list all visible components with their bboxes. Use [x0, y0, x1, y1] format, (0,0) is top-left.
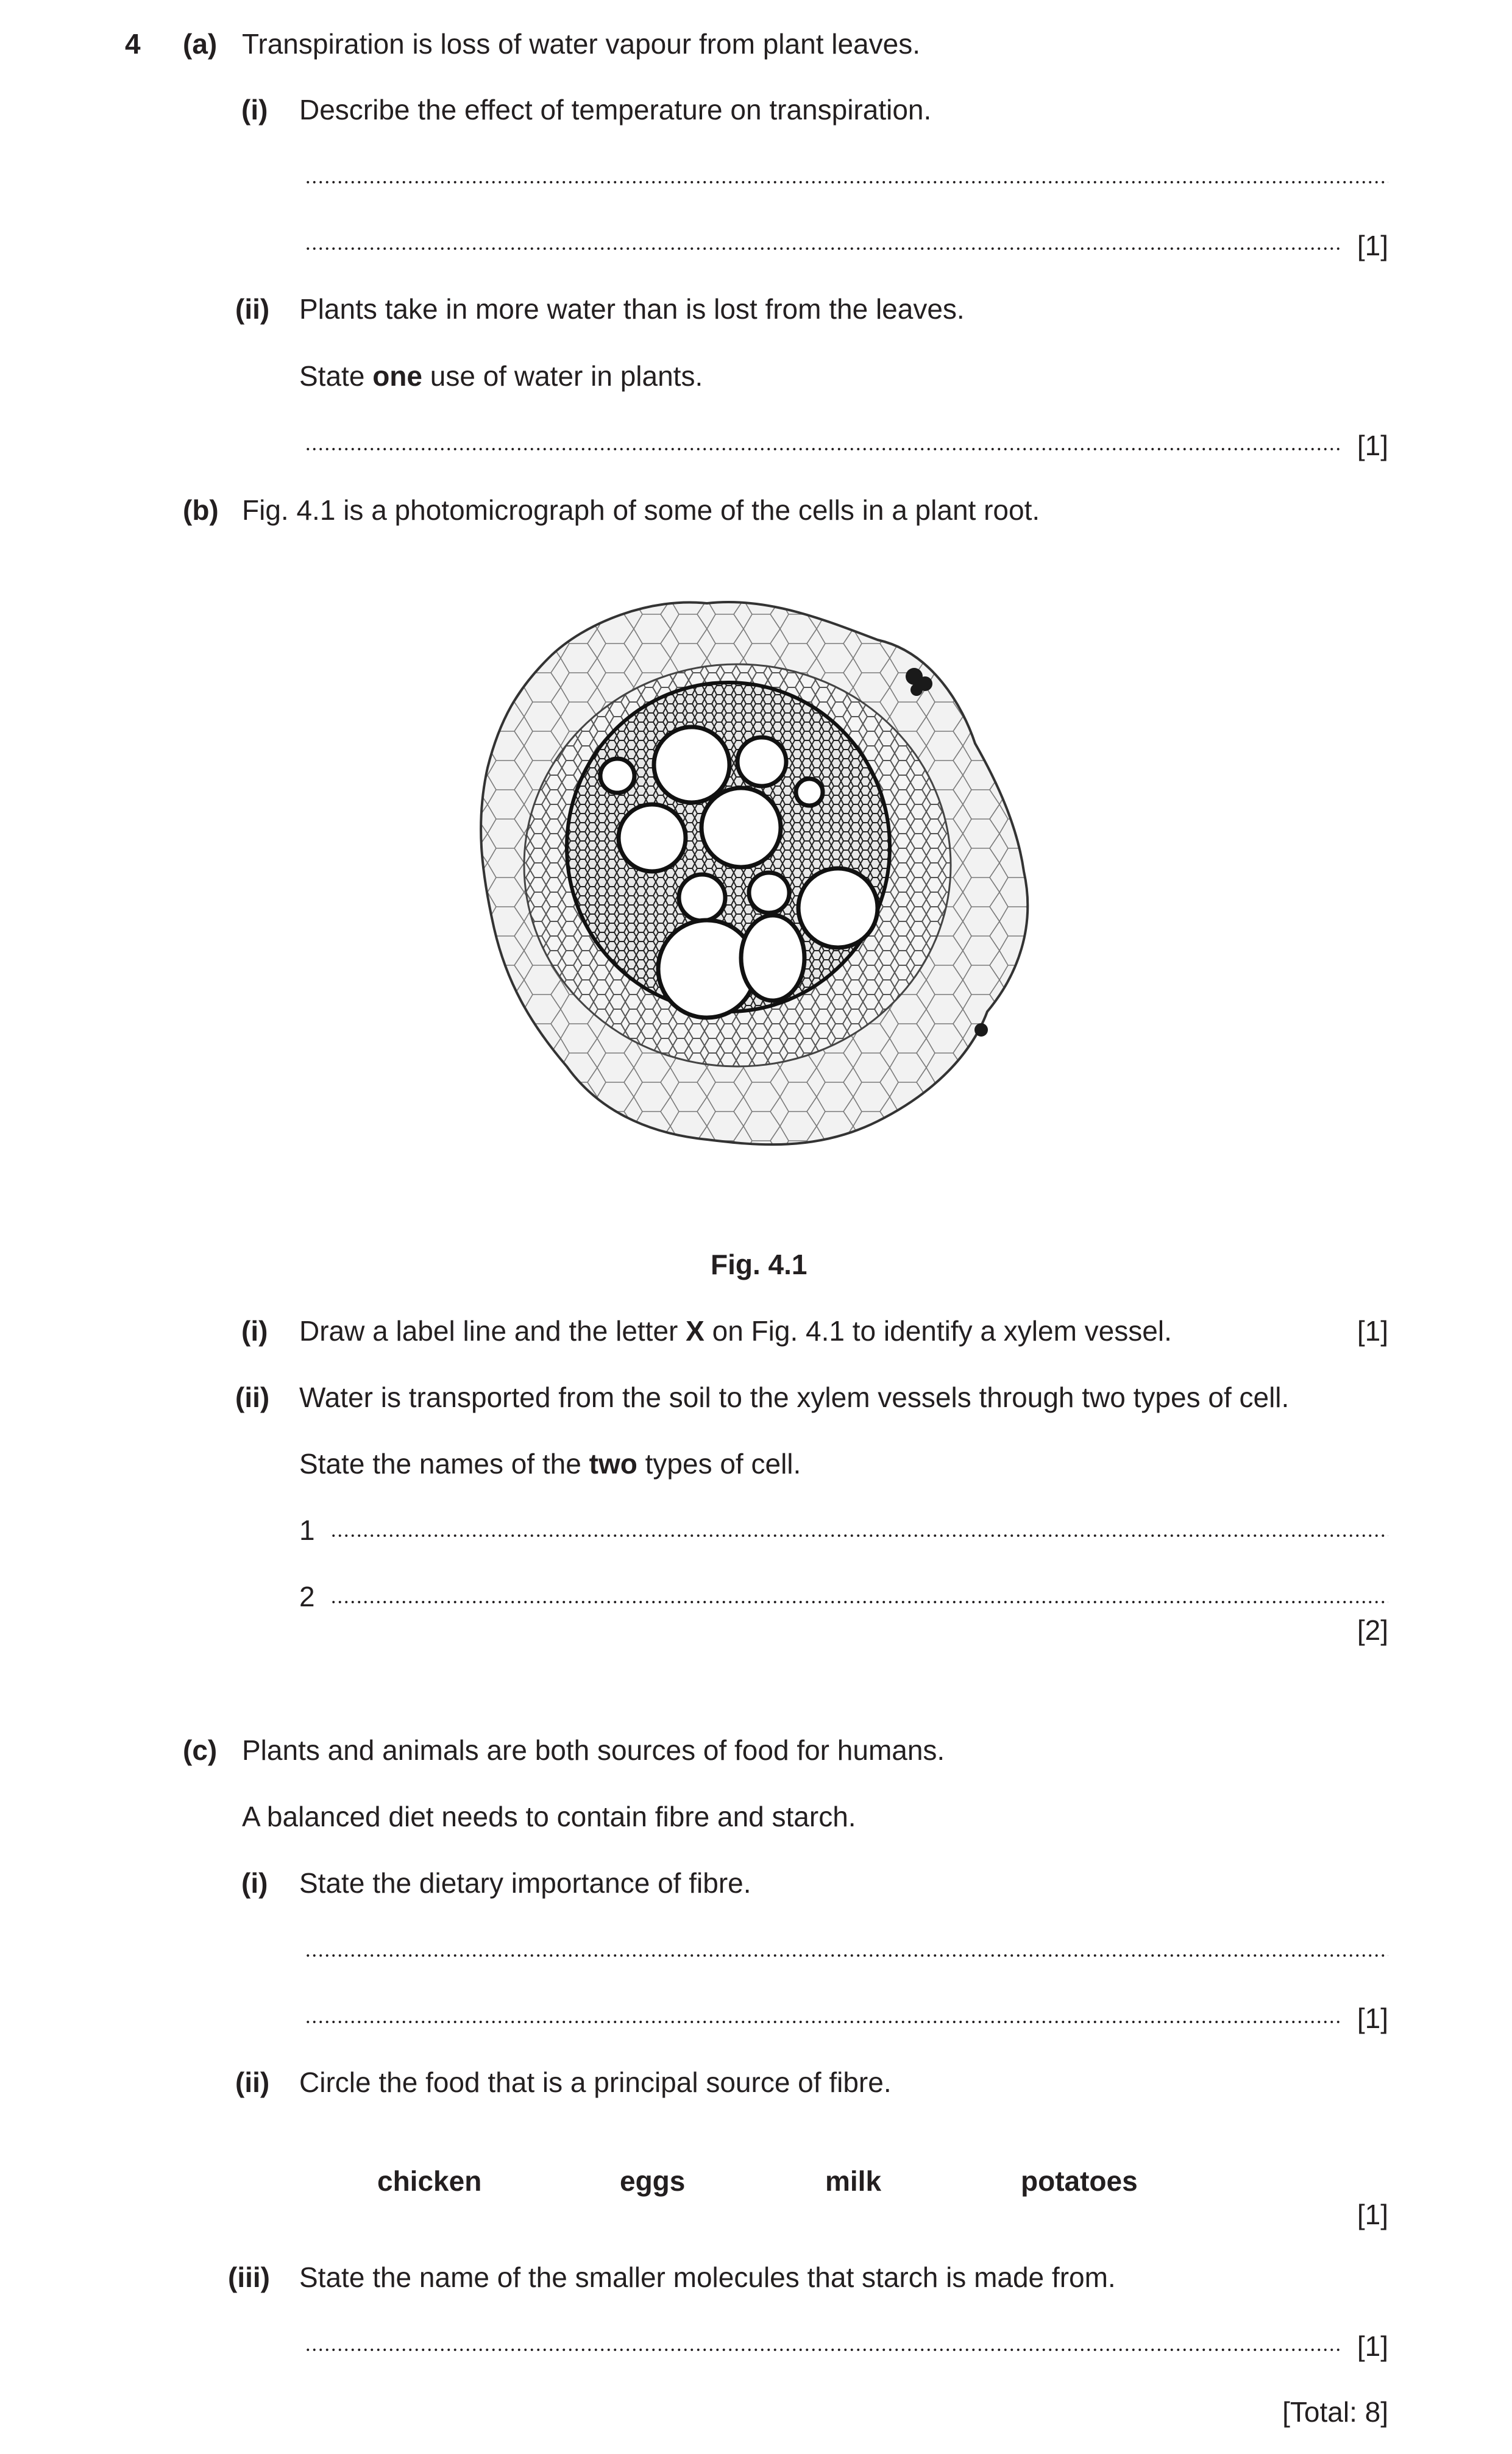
xylem-vessel [600, 759, 634, 793]
instruction-text-post: use of water in plants. [422, 360, 703, 392]
question-bold-letter: X [686, 1315, 705, 1347]
answer-line-b-ii-1[interactable] [330, 1534, 1388, 1537]
xylem-vessel [741, 915, 804, 1001]
mark-b-i: [1] [1357, 1315, 1388, 1347]
part-b-label: (b) [183, 494, 219, 526]
mark-b-ii: [2] [1357, 1614, 1388, 1646]
food-option-chicken[interactable]: chicken [377, 2165, 482, 2197]
part-a-i-label: (i) [241, 94, 268, 126]
xylem-vessel [798, 868, 878, 948]
part-c-ii-question: Circle the food that is a principal source of fibre. [299, 2066, 892, 2098]
part-b-ii-instruction [299, 1447, 801, 1481]
xylem-vessel [679, 874, 725, 921]
xylem-vessel [701, 788, 781, 867]
mark-c-iii: [1] [1357, 2330, 1388, 2362]
question-text-post: on Fig. 4.1 to identify a xylem vessel. [704, 1315, 1172, 1347]
food-option-milk[interactable]: milk [825, 2165, 882, 2197]
question-number: 4 [125, 28, 141, 60]
answer-number-1: 1 [299, 1514, 315, 1546]
part-c-label: (c) [183, 1734, 218, 1766]
answer-line-c-i-2[interactable] [305, 2020, 1340, 2024]
part-b-stem: Fig. 4.1 is a photomicrograph of some of the cells in a plant root. [242, 494, 1040, 526]
part-c-iii-label: (iii) [228, 2261, 270, 2293]
part-c-i-question: State the dietary importance of fibre. [299, 1867, 751, 1899]
root-cross-section-photomicrograph [451, 585, 1067, 1170]
figure-caption: Fig. 4.1 [711, 1249, 807, 1280]
part-a-i-question: Describe the effect of temperature on transpiration. [299, 94, 932, 126]
part-b-ii-question: Water is transported from the soil to the xylem vessels through two types of cell. [299, 1381, 1290, 1413]
xylem-vessel [796, 779, 823, 806]
instruction-text-pre: State the names of the [299, 1448, 589, 1480]
part-c-stem: Plants and animals are both sources of food for humans. [242, 1734, 945, 1766]
xylem-vessel [654, 727, 729, 803]
instruction-text-pre: State [299, 360, 373, 392]
question-text-pre: Draw a label line and the letter [299, 1315, 686, 1347]
mark-c-ii: [1] [1357, 2199, 1388, 2230]
food-option-eggs[interactable]: eggs [620, 2165, 686, 2197]
part-b-i-question [299, 1314, 1172, 1348]
instruction-bold-word: two [589, 1448, 637, 1480]
part-c-ii-label: (ii) [235, 2066, 270, 2098]
total-marks: [Total: 8] [1282, 2396, 1388, 2428]
part-c-iii-question: State the name of the smaller molecules that starch is made from. [299, 2261, 1116, 2293]
part-a-label: (a) [183, 28, 218, 60]
instruction-text-post: types of cell. [637, 1448, 801, 1480]
food-option-potatoes[interactable]: potatoes [1021, 2165, 1138, 2197]
xylem-vessel [737, 737, 786, 786]
answer-line-a-i-2[interactable] [305, 247, 1340, 250]
answer-line-c-iii[interactable] [305, 2348, 1340, 2352]
part-a-ii-label: (ii) [235, 293, 270, 325]
part-c-stem-2: A balanced diet needs to contain fibre and starch. [242, 1801, 856, 1832]
xylem-vessel [749, 873, 789, 913]
mark-a-ii: [1] [1357, 430, 1388, 461]
answer-line-a-ii[interactable] [305, 447, 1340, 451]
answer-number-2: 2 [299, 1581, 315, 1612]
instruction-bold-word: one [372, 360, 422, 392]
mark-a-i: [1] [1357, 230, 1388, 261]
part-b-i-label: (i) [241, 1315, 268, 1347]
part-a-stem: Transpiration is loss of water vapour from plant leaves. [242, 28, 921, 60]
answer-line-c-i-1[interactable] [305, 1954, 1388, 1957]
answer-line-b-ii-2[interactable] [330, 1600, 1388, 1604]
answer-line-a-i-1[interactable] [305, 180, 1388, 184]
mark-c-i: [1] [1357, 2002, 1388, 2034]
part-b-ii-label: (ii) [235, 1381, 270, 1413]
part-a-ii-question: Plants take in more water than is lost from the leaves. [299, 293, 965, 325]
part-c-i-label: (i) [241, 1867, 268, 1899]
part-a-ii-instruction [299, 359, 703, 393]
xylem-vessel [619, 804, 686, 871]
